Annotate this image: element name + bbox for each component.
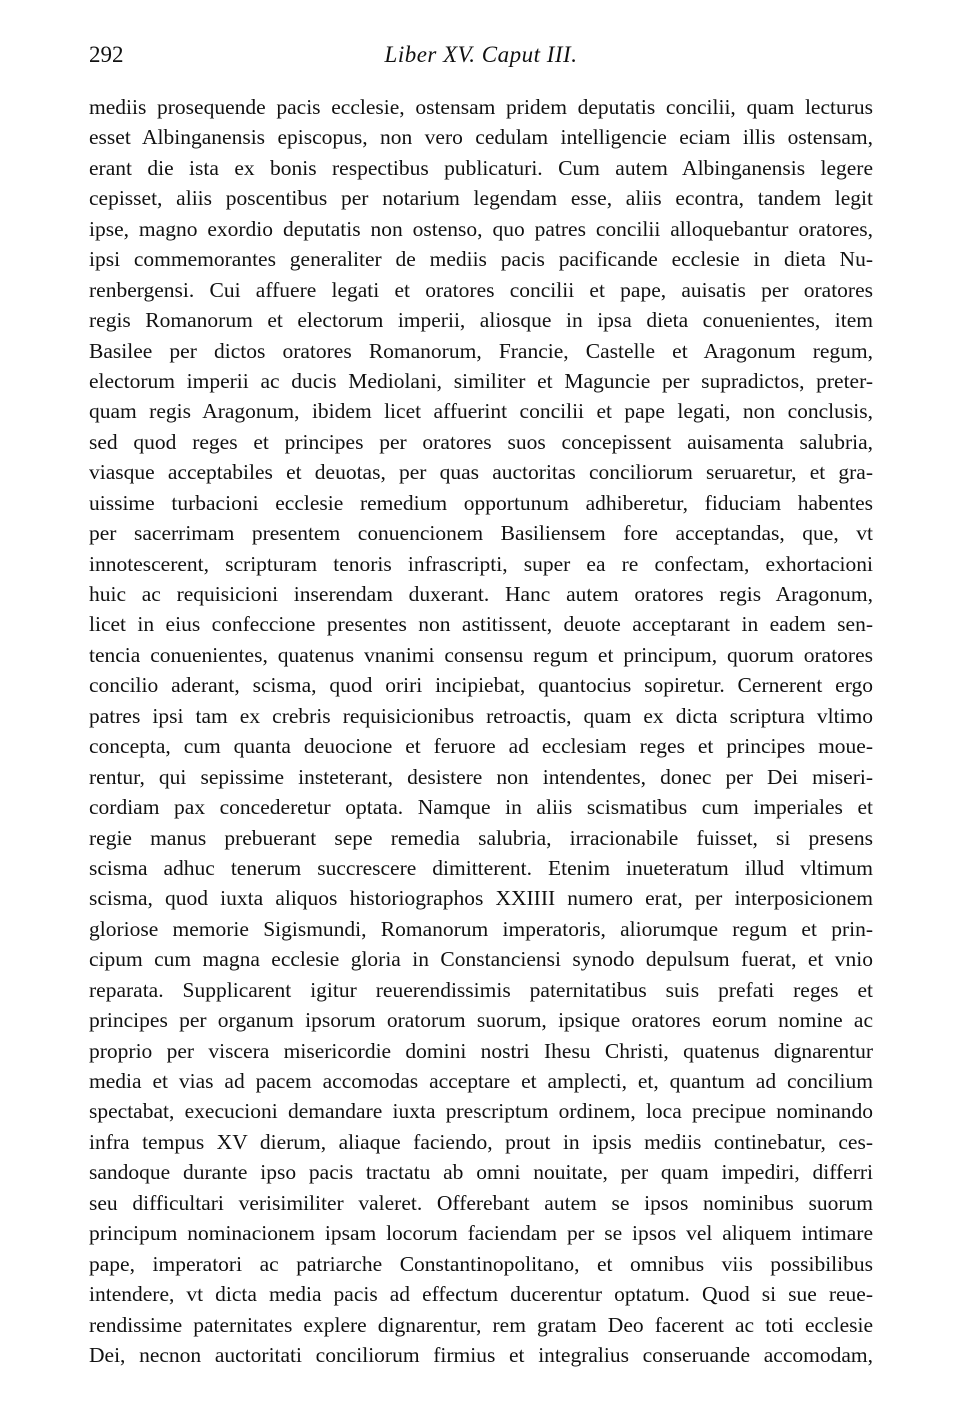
text-line: principes per organum ipsorum oratorum suorum, ipsique oratores eorum nomine ac [89, 1008, 873, 1033]
text-line: infra tempus XV dierum, aliaque faciendo, prout in ipsis mediis continebatur, ces- [89, 1129, 873, 1154]
text-line: intendere, vt dicta media pacis ad effectum ducerentur optatum. Quod si sue reue- [89, 1282, 873, 1307]
running-title: Liber XV. Caput III. [384, 42, 578, 67]
text-line: media et vias ad pacem accomodas acceptare et amplecti, et, quantum ad concilium [89, 1069, 873, 1093]
body-text [89, 92, 873, 1370]
text-line: electorum imperii ac ducis Mediolani, similiter et Maguncie per supradictos, preter- [89, 368, 873, 393]
text-line: ipsi commemorantes generaliter de mediis pacis pacificande ecclesie in dieta Nu- [89, 247, 873, 272]
text-line: reparata. Supplicarent igitur reuerendissimis paternitatibus suis prefati reges et [89, 977, 873, 1002]
text-line: cordiam pax concederetur optata. Namque in aliis scismatibus cum imperiales et [89, 795, 873, 820]
text-line: viasque acceptabiles et deuotas, per quas auctoritas conciliorum seruaretur, et gra- [89, 460, 873, 485]
text-line: pape, imperatori ac patriarche Constantinopolitano, et omnibus viis possibilibus [89, 1251, 873, 1276]
text-line: seu difficultari verisimiliter valeret. Offerebant autem se ipsos nominibus suorum [89, 1190, 873, 1215]
text-line: gloriose memorie Sigismundi, Romanorum imperatoris, aliorumque regum et prin- [89, 916, 873, 941]
text-line: licet in eius confeccione presentes non astitissent, deuote acceptarant in eadem sen- [89, 612, 873, 637]
text-line: ipse, magno exordio deputatis non ostenso, quo patres concilii alloquebantur oratores, [89, 216, 873, 241]
text-line: cepisset, aliis poscentibus per notarium legendam esse, aliis econtra, tandem legit [89, 186, 873, 211]
text-line: renbergensi. Cui affuere legati et oratores concilii et pape, auisatis per oratores [89, 277, 873, 302]
text-line: proprio per viscera misericordie domini nostri Ihesu Christi, quatenus dignarentur [89, 1038, 873, 1063]
text-line: per sacerrimam presentem conuencionem Basiliensem fore acceptandas, que, vt [89, 521, 873, 546]
text-line: innotescerent, scripturam tenoris infrascripti, super ea re confectam, exhortacioni [89, 551, 873, 576]
text-line: uissime turbacioni ecclesie remedium opportunum adhiberetur, fiduciam habentes [89, 490, 873, 515]
text-line: rendissime paternitates explere dignarentur, rem gratam Deo facerent ac toti ecclesie [89, 1312, 873, 1337]
text-line: cipum cum magna ecclesie gloria in Constanciensi synodo depulsum fuerat, et vnio [89, 947, 873, 972]
text-line: concilio aderant, scisma, quod oriri incipiebat, quantocius sopiretur. Cernerent ergo [89, 673, 873, 698]
text-line: esset Albinganensis episcopus, non vero cedulam intelligencie eciam illis ostensam, [89, 125, 873, 150]
text-line: Basilee per dictos oratores Romanorum, Francie, Castelle et Aragonum regum, [89, 338, 873, 363]
text-line: quam regis Aragonum, ibidem licet affuerint concilii et pape legati, non conclusis, [89, 399, 873, 424]
text-line: sandoque durante ipso pacis tractatu ab omni nouitate, per quam impediri, differri [89, 1160, 873, 1185]
text-line: Dei, necnon auctoritati conciliorum firmius et integralius conseruande accomodam, [89, 1342, 873, 1367]
text-line: spectabat, execucioni demandare iuxta prescriptum ordinem, loca precipue nominando [89, 1099, 873, 1124]
text-line: erant die ista ex bonis respectibus publicaturi. Cum autem Albinganensis legere [89, 155, 873, 180]
text-line: mediis prosequende pacis ecclesie, ostensam pridem deputatis concilii, quam lecturus [89, 95, 873, 119]
text-line: scisma adhuc tenerum succrescere dimitterent. Etenim inueteratum illud vltimum [89, 855, 873, 880]
text-line: sed quod reges et principes per oratores suos concepissent auisamenta salubria, [89, 429, 873, 454]
text-line: tencia conuenientes, quatenus vnanimi consensu regum et principum, quorum oratores [89, 642, 873, 667]
text-line: patres ipsi tam ex crebris requisicionibus retroactis, quam ex dicta scriptura vltimo [89, 703, 873, 728]
text-line: concepta, cum quanta deuocione et feruore ad ecclesiam reges et principes moue- [89, 734, 873, 759]
text-line: scisma, quod iuxta aliquos historiographos XXIIII numero erat, per interposicionem [89, 886, 873, 911]
running-head [89, 42, 873, 72]
text-line: regis Romanorum et electorum imperii, aliosque in ipsa dieta conuenientes, item [89, 308, 873, 333]
text-line: regie manus prebuerant sepe remedia salubria, irracionabile fuisset, si presens [89, 825, 873, 850]
text-line: principum nominacionem ipsam locorum faciendam per se ipsos vel aliquem intimare [89, 1221, 873, 1246]
page-number: 292 [89, 42, 124, 67]
text-line: huic ac requisicioni inserendam duxerant. Hanc autem oratores regis Aragonum, [89, 582, 873, 606]
book-page [89, 0, 873, 1405]
text-line: rentur, qui sepissime insteterant, desistere non intendentes, donec per Dei miseri- [89, 764, 873, 789]
